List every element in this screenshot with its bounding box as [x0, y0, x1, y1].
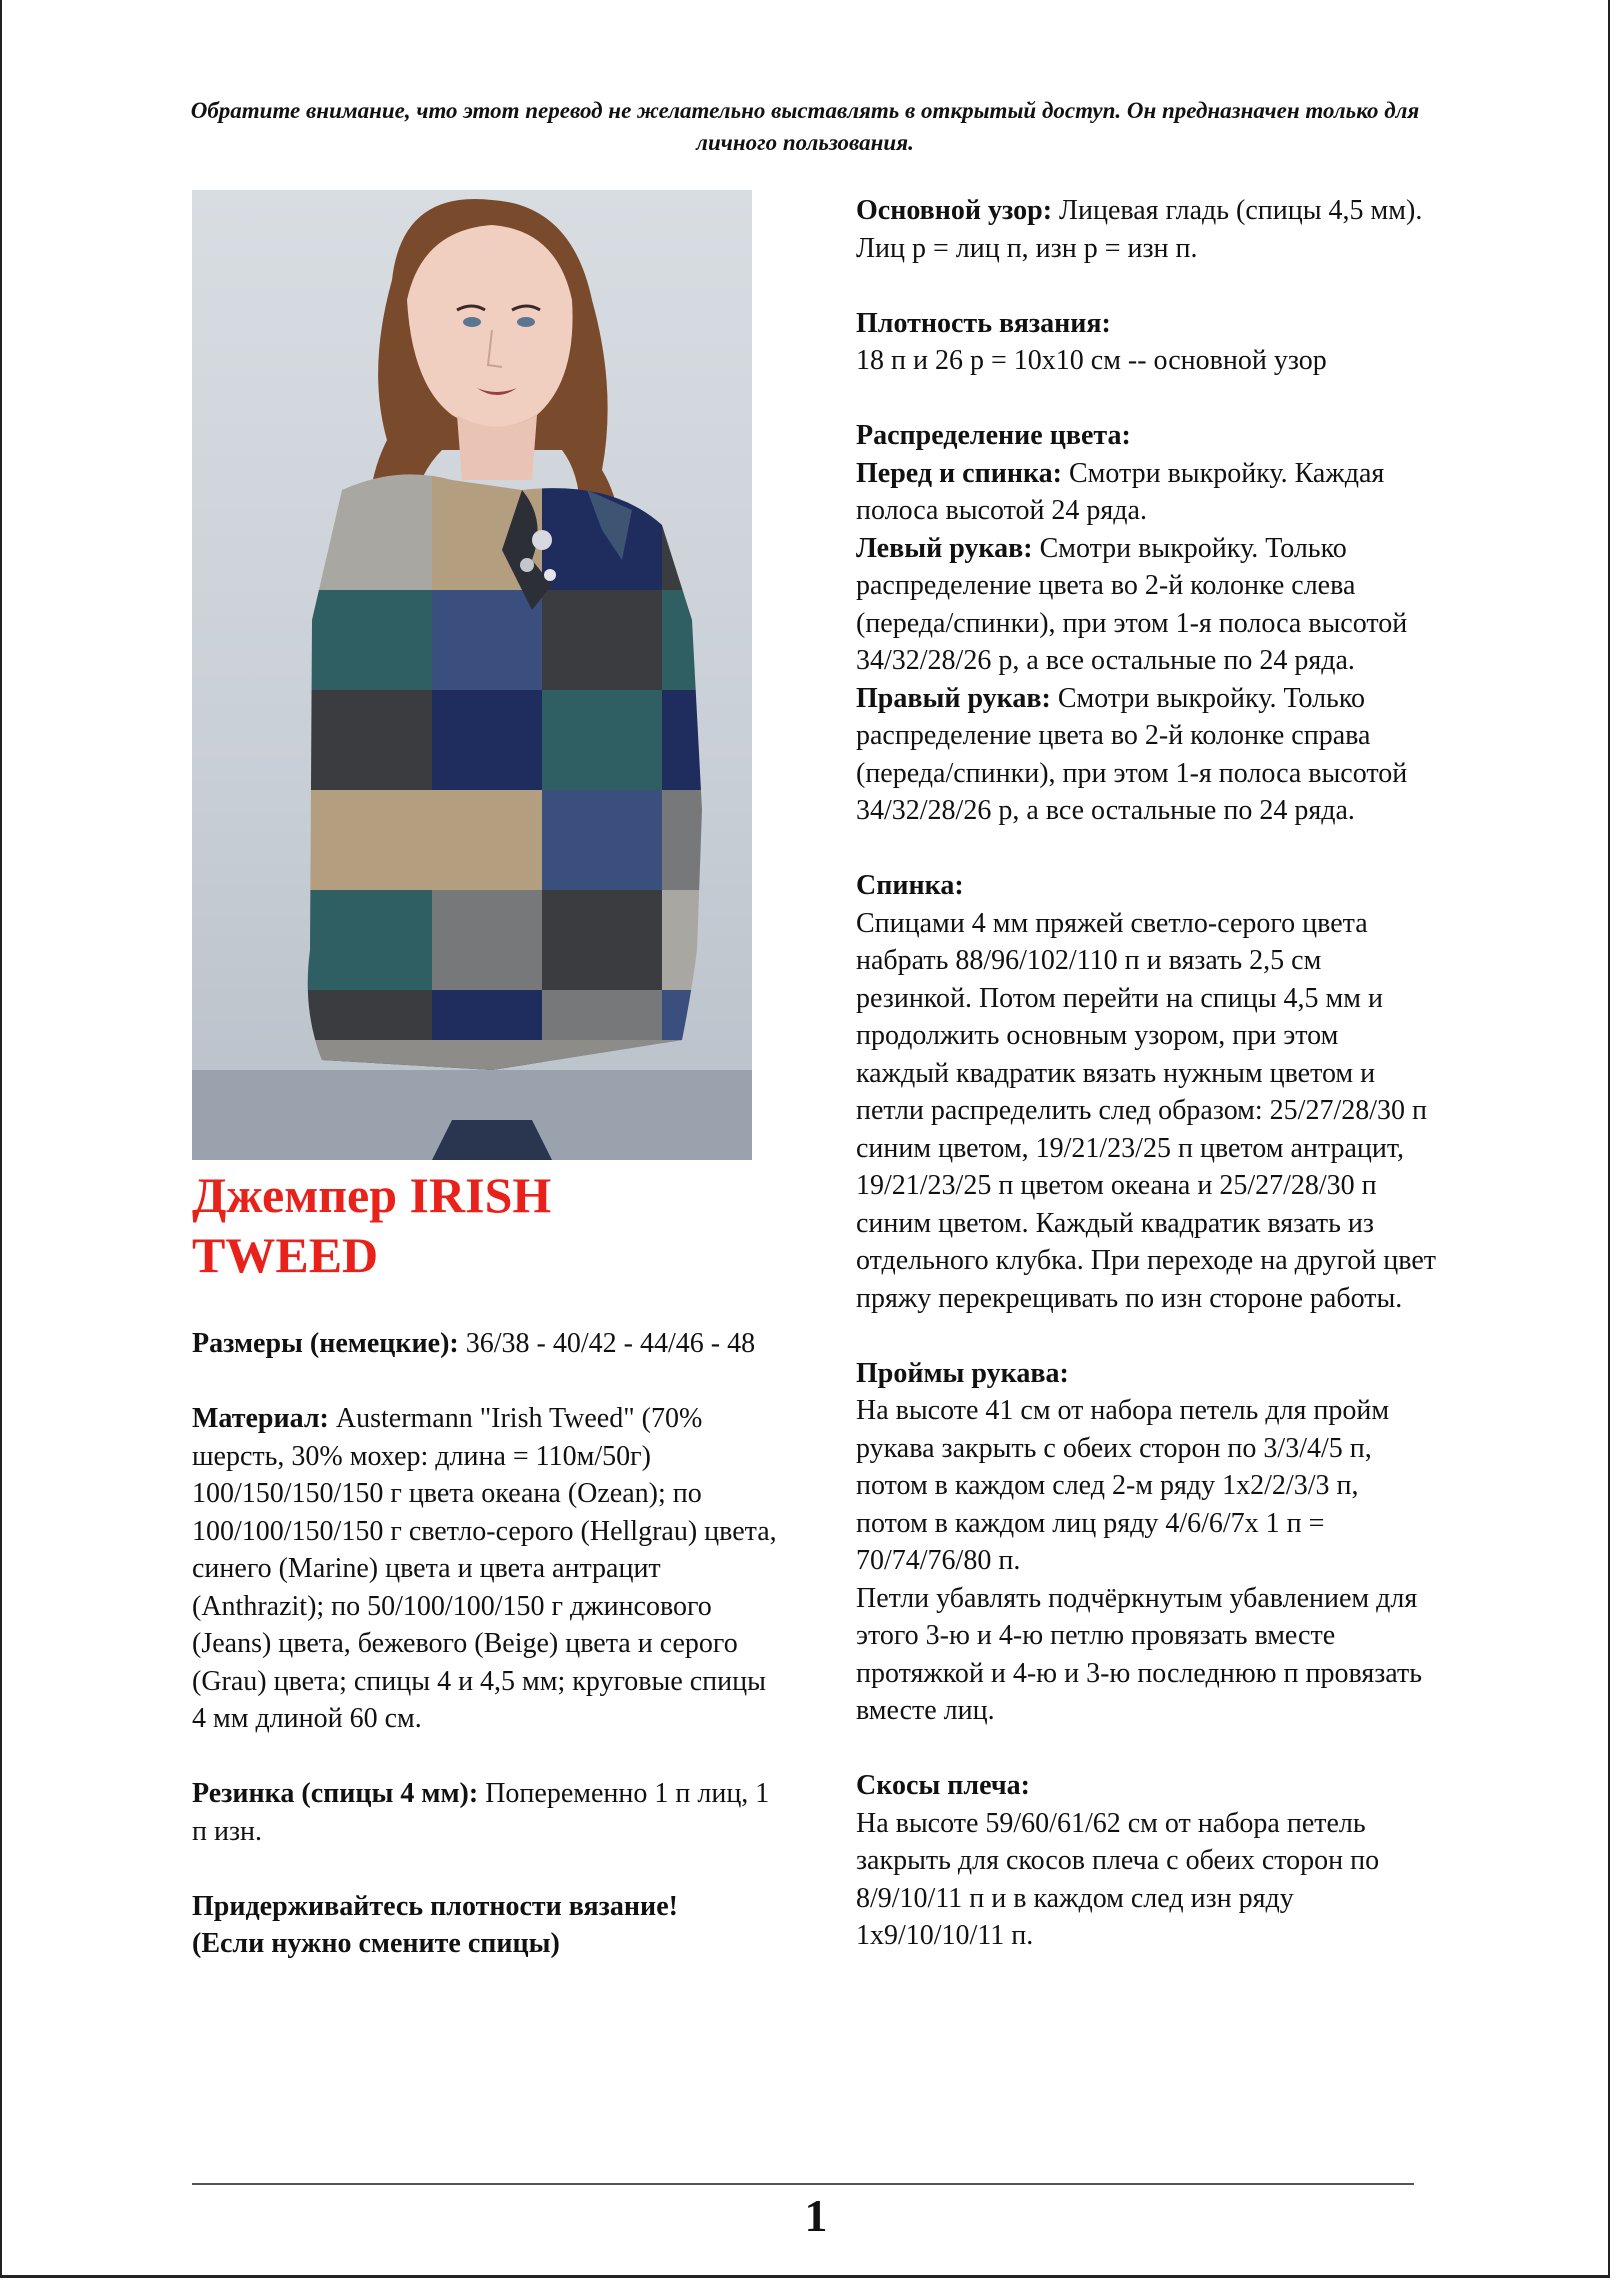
left-column — [192, 1325, 782, 2000]
sizes-label: Размеры (немецкие): — [192, 1328, 459, 1359]
armhole-text-2: Петли убавлять подчёркнутым убавлением для этого 3-ю и 4-ю петлю провязать вместе протяжкой и 4-ю и 3-ю последнюю п провязать вместе лиц. — [856, 1582, 1423, 1726]
main-pattern-section — [856, 192, 1436, 267]
gauge-label: Плотность вязания: — [856, 307, 1111, 339]
left-sleeve-label: Левый рукав: — [856, 532, 1033, 564]
gauge-warning — [192, 1888, 782, 1963]
shoulder-section — [856, 1767, 1436, 1955]
rib-section — [192, 1775, 782, 1850]
front-back-label: Перед и спинка: — [856, 457, 1062, 489]
rib-label: Резинка (спицы 4 мм): — [192, 1778, 479, 1809]
title-line-2: TWEED — [192, 1227, 379, 1283]
shoulder-heading: Скосы плеча: — [856, 1770, 1030, 1801]
pattern-title — [192, 1165, 812, 1285]
gauge-value: 18 п и 26 р = 10х10 см -- основной узор — [856, 345, 1327, 376]
title-line-1: Джемпер IRISH — [192, 1167, 552, 1223]
back-text: Спицами 4 мм пряжей светло-серого цвета набрать 88/96/102/110 п и вязать 2,5 см резинкой. Потом перейти на спицы 4,5 мм и продолжить основным узором, при этом каждый квадратик вязать нужным цветом и петли распределить след образом: 25/27/28/30 п синим цветом, 19/21/23/25 п цветом антрацит, 19/21/23/25 п цветом океана и 25/27/28/30 п синим цветом. Каждый квадратик вязать из отдельного клубка. При переходе на другой цвет пряжу перекрещивать по изн стороне работы. — [856, 907, 1436, 1314]
armhole-text-1: На высоте 41 см от набора петель для пройм рукава закрыть с обеих сторон по 3/3/4/5 п, потом в каждом след 2-м ряду 1х2/2/3/3 п, потом в каждом лиц ряду 4/6/6/7х 1 п = 70/74/76/80 п. — [856, 1395, 1390, 1576]
sizes-value: 36/38 - 40/42 - 44/46 - 48 — [458, 1328, 756, 1359]
main-pattern-value: Лицевая гладь (спицы 4,5 мм). Лиц р = лиц п, изн р = изн п. — [856, 195, 1423, 264]
color-distribution-heading: Распределение цвета: — [856, 420, 1131, 451]
rib-value: Попеременно 1 п лиц, 1 п изн. — [192, 1778, 770, 1847]
back-section — [856, 867, 1436, 1317]
gauge-warning-line-1: Придерживайтесь плотности вязание! — [192, 1890, 678, 1922]
armhole-section — [856, 1355, 1436, 1730]
main-pattern-label: Основной узор: — [856, 195, 1053, 226]
material-value: Austermann "Irish Tweed" (70% шерсть, 30% мохер: длина = 110м/50г) 100/150/150/150 г цвета океана (Ozean); по 100/100/150/150 г светло-серого (Hellgrau) цвета, синего (Marine) цвета и цвета антрацит (Anthrazit); по 50/100/100/150 г джинсового (Jeans) цвета, бежевого (Beige) цвета и серого (Grau) цвета; спицы 4 и 4,5 мм; круговые спицы 4 мм длиной 60 см. — [192, 1403, 777, 1734]
sizes-section — [192, 1325, 782, 1363]
color-distribution-section — [856, 417, 1436, 830]
shoulder-text: На высоте 59/60/61/62 см от набора петель закрыть для скосов плеча с обеих сторон по 8/9/10/11 п и в каждом след изн ряду 1х9/10/10/11 п. — [856, 1807, 1380, 1951]
right-sleeve-label: Правый рукав: — [856, 682, 1051, 714]
right-column — [856, 192, 1436, 1992]
material-label: Материал: — [192, 1403, 329, 1434]
footer-divider — [192, 2183, 1414, 2185]
right-sleeve-value: Смотри выкройку. Только распределение цвета во 2-й колонке справа (переда/спинки), при этом 1-я полоса высотой 34/32/28/26 р, а все остальные по 24 ряда. — [856, 682, 1408, 826]
gauge-warning-line-2: (Если нужно смените спицы) — [192, 1928, 560, 1959]
armhole-heading: Проймы рукава: — [856, 1357, 1069, 1389]
sweater-photo — [192, 190, 752, 1160]
back-heading: Спинка: — [856, 870, 964, 901]
gauge-section — [856, 305, 1436, 380]
material-section — [192, 1400, 782, 1738]
privacy-notice: Обратите внимание, что этот перевод не желательно выставлять в открытый доступ. Он предназначен только для личного пользования. — [190, 98, 1420, 155]
left-sleeve-value: Смотри выкройку. Только распределение цвета во 2-й колонке слева (переда/спинки), при этом 1-я полоса высотой 34/32/28/26 р, а все остальные по 24 ряда. — [856, 532, 1408, 676]
front-back-value: Смотри выкройку. Каждая полоса высотой 24 ряда. — [856, 457, 1385, 526]
page-number: 1 — [804, 2190, 828, 2241]
